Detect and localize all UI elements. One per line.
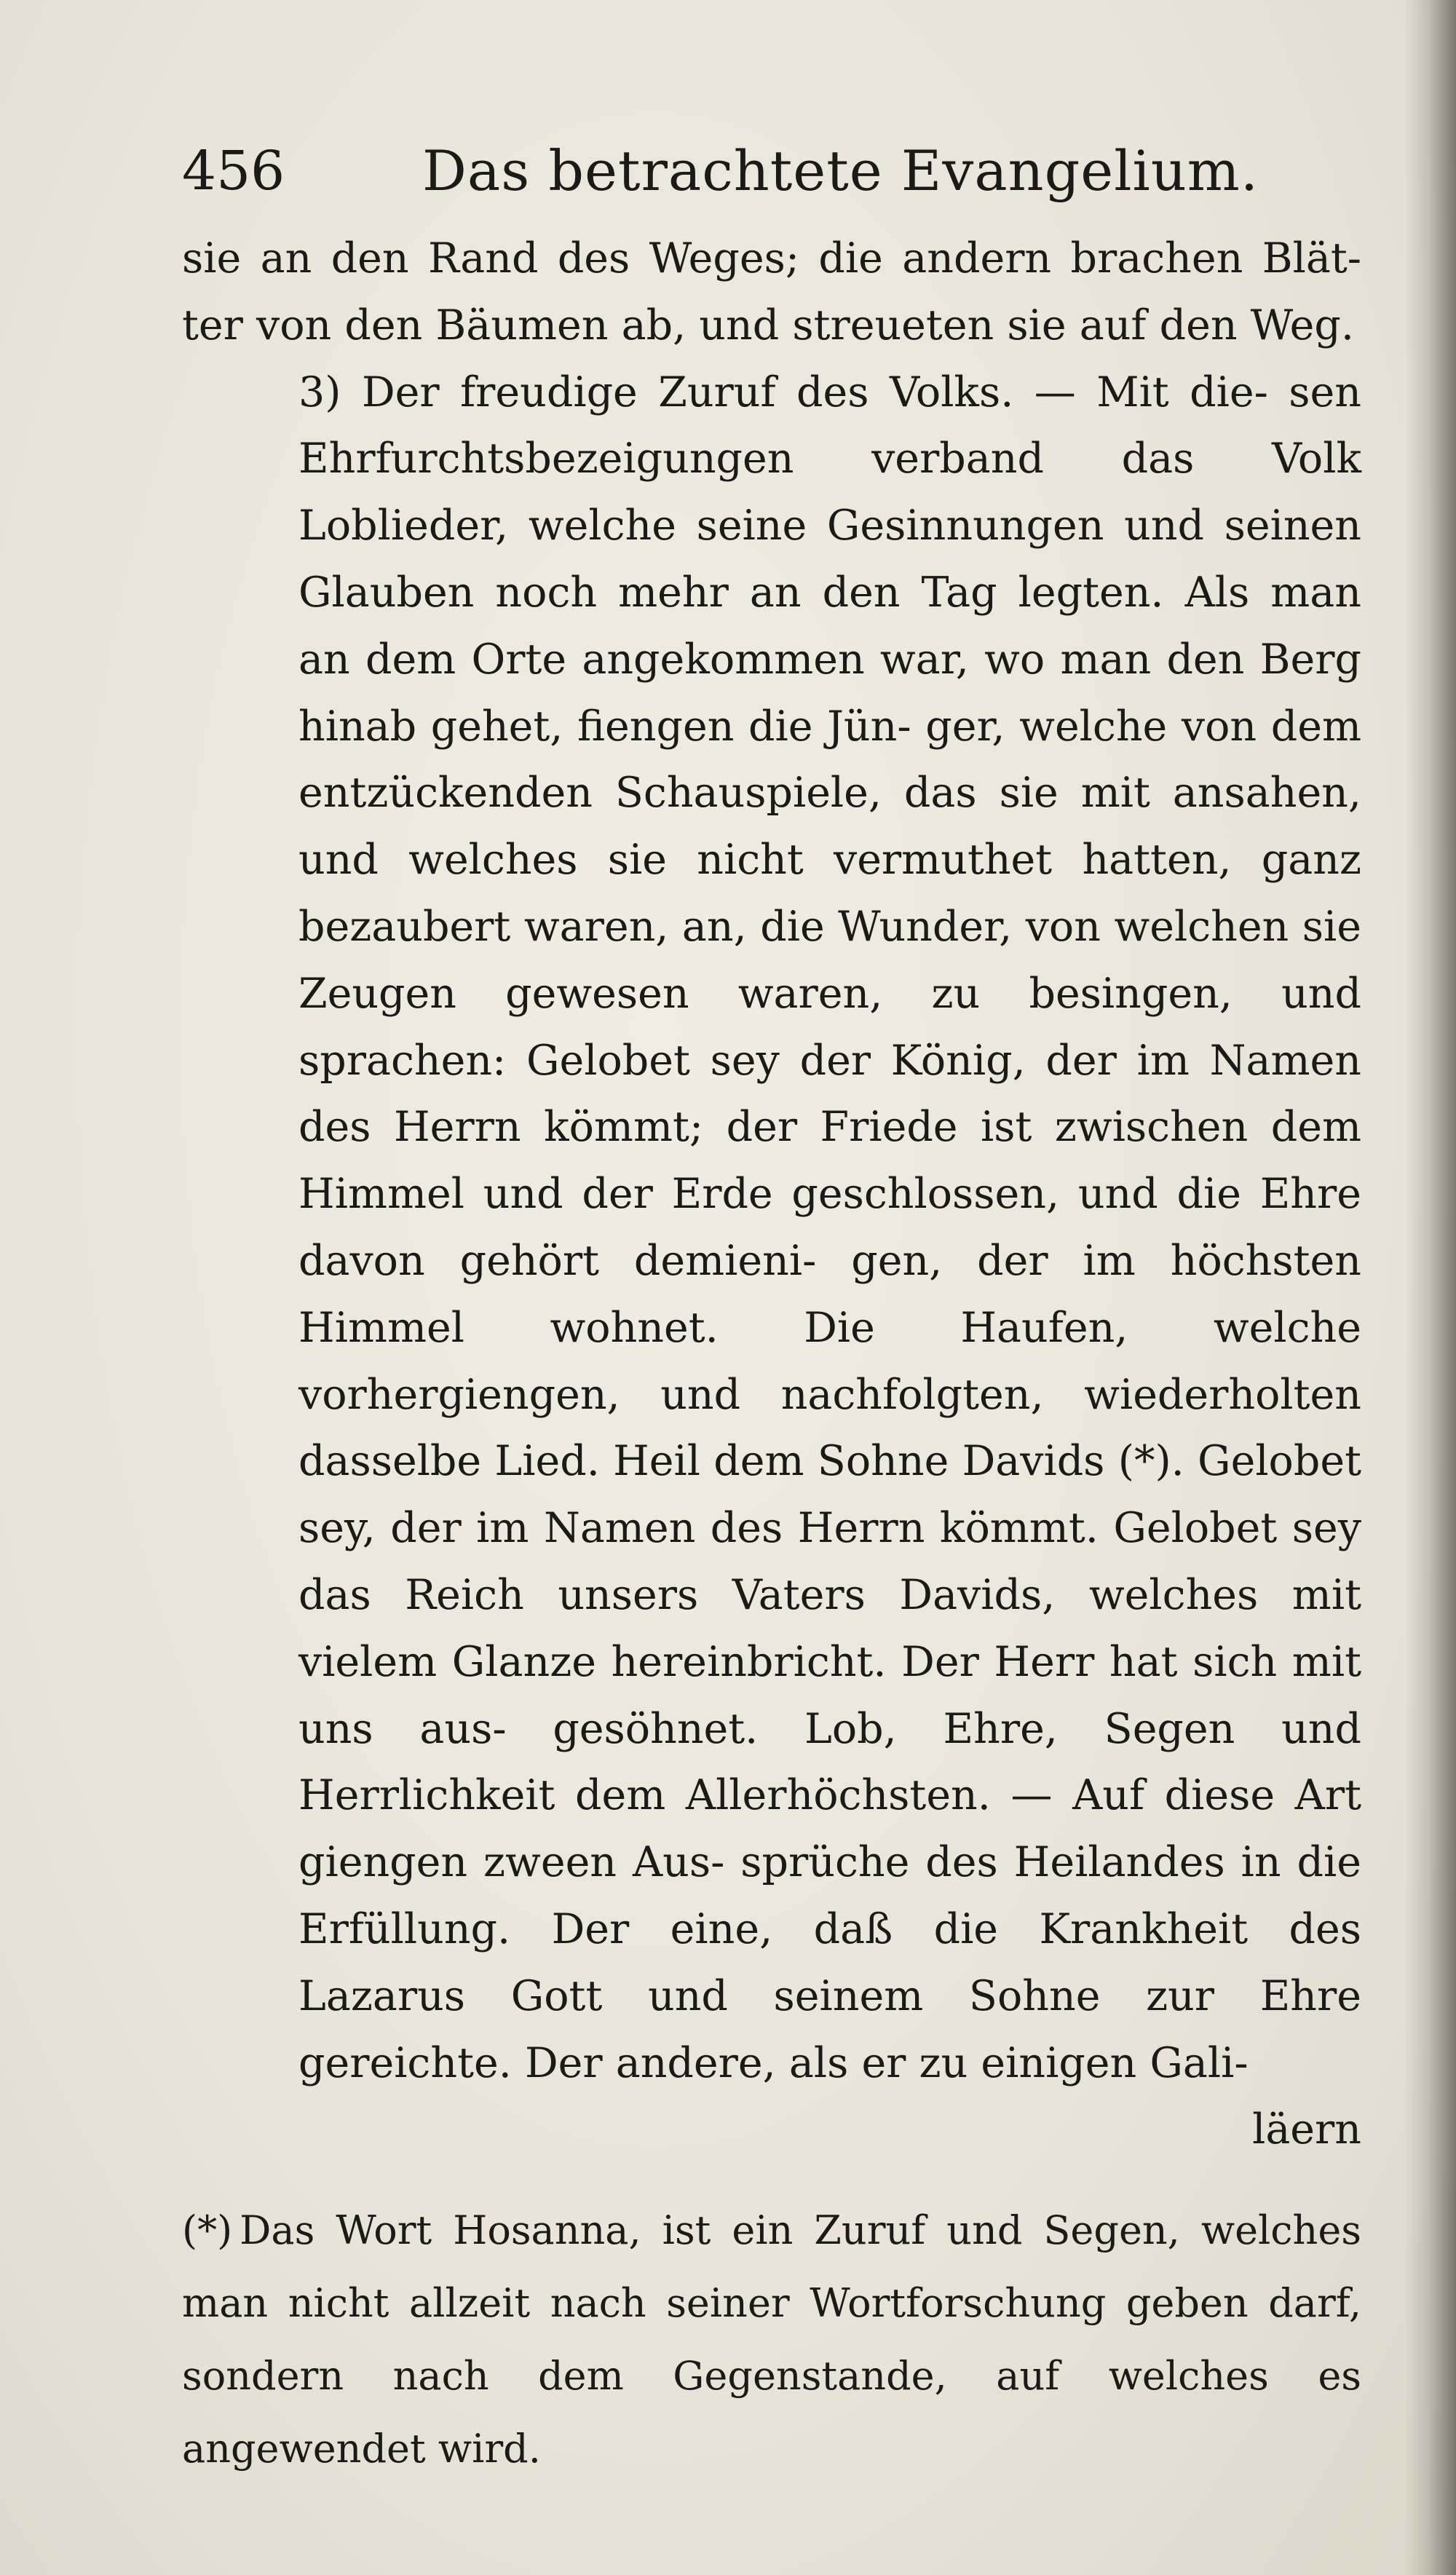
catchword: läern [1252,2105,1361,2154]
paragraph-continuation: sie an den Rand des Weges; die andern brachen Blät- ter von den Bäumen ab, und streueten sie auf den Weg. [182,234,1361,349]
footnote [182,2194,1361,2485]
page-number: 456 [182,140,285,202]
page-header [182,131,1361,211]
binding-edge-shadow [1405,0,1456,2575]
running-title: Das betrachtete Evangelium. [422,138,1259,203]
footnote-text: Das Wort Hosanna, ist ein Zuruf und Segen, welches man nicht allzeit nach seiner Wortforschung geben darf, sondern nach dem Gegenstande, auf welches es angewendet wird. [182,2207,1361,2472]
footnote-marker: (*) [182,2207,233,2254]
page-content [182,131,1361,2485]
main-text [182,226,1361,2097]
paragraph-joyful-acclaim: 3) Der freudige Zuruf des Volks. — Mit die- sen Ehrfurchtsbezeigungen verband das Volk Loblieder, welche seine Gesinnungen und seinen Glauben noch mehr an den Tag legten. Als man an dem Orte angekommen war, wo man den Berg hinab gehet, fiengen die Jün- ger, welche von dem entzückenden Schauspiele, das sie mit ansahen, und welches sie nicht vermuthet hatten, ganz bezaubert waren, an, die Wunder, von welchen sie Zeugen gewesen waren, zu besingen, und sprachen: Gelobet sey der König, der im Namen des Herrn kömmt; der Friede ist zwischen dem Himmel und der Erde geschlossen, und die Ehre davon gehört demieni- gen, der im höchsten Himmel wohnet. Die Haufen, welche vorhergiengen, und nachfolgten, wiederholten dasselbe Lied. Heil dem Sohne Davids (*). Gelobet sey, der im Namen des Herrn kömmt. Gelobet sey das Reich unsers Vaters Davids, welches mit vielem Glanze hereinbricht. Der Herr hat sich mit uns aus- gesöhnet. Lob, Ehre, Segen und Herrlichkeit dem Allerhöchsten. — Auf diese Art giengen zween Aus- sprüche des Heilandes in die Erfüllung. Der eine, daß die Krankheit des Lazarus Gott und seinem Sohne zur Ehre gereichte. Der andere, als er zu einigen Gali- [298,368,1361,2087]
